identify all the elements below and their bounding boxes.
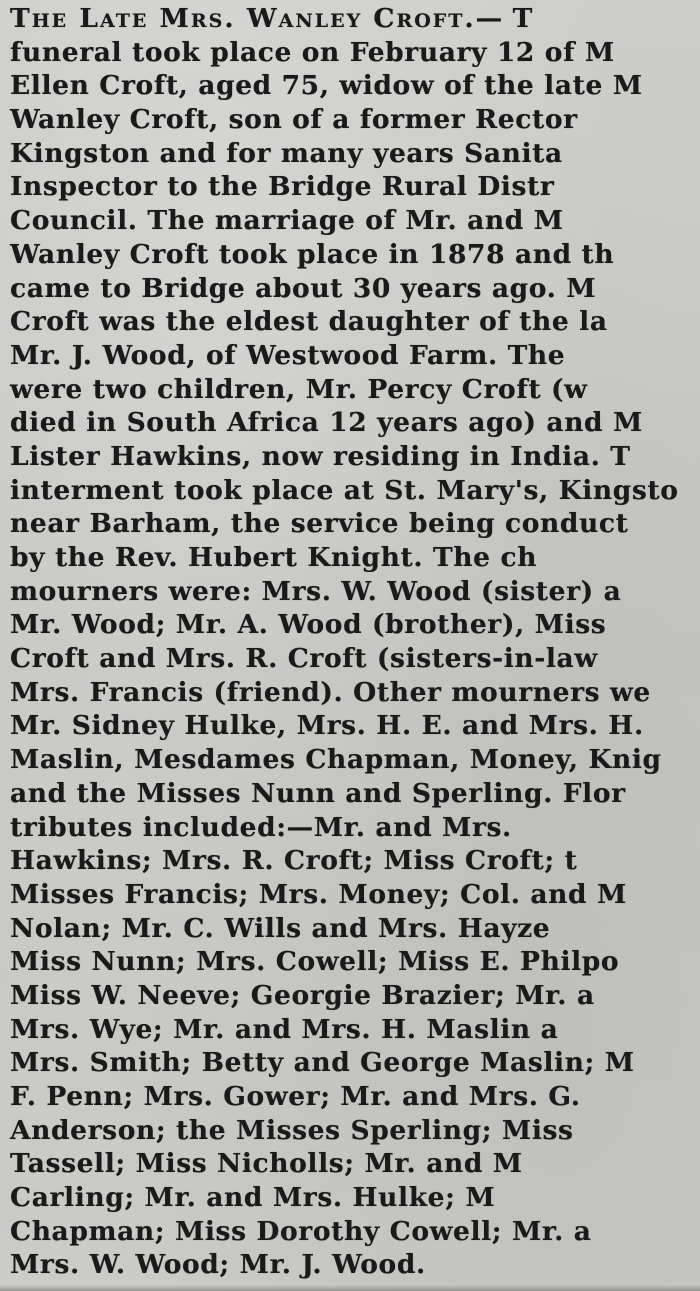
article-line: near Barham, the service being conduct	[10, 508, 629, 540]
article-line: funeral took place on February 12 of M	[10, 36, 615, 68]
article-line: Mr. Wood; Mr. A. Wood (brother), Miss	[10, 609, 607, 641]
article-column	[10, 2, 700, 1282]
article-line: were two children, Mr. Percy Croft (w	[10, 373, 588, 405]
article-line: Croft was the eldest daughter of the la	[10, 306, 608, 338]
article-line: Croft and Mrs. R. Croft (sisters-in-law	[10, 643, 598, 675]
article-line: Nolan; Mr. C. Wills and Mrs. Hayze	[10, 912, 551, 944]
article-line: Anderson; the Misses Sperling; Miss	[10, 1114, 574, 1146]
article-line: Miss W. Neeve; Georgie Brazier; Mr. a	[10, 979, 595, 1011]
article-line: Miss Nunn; Mrs. Cowell; Miss E. Philpo	[10, 946, 620, 978]
article-line: mourners were: Mrs. W. Wood (sister) a	[10, 575, 622, 607]
article-headline: The Late Mrs. Wanley Croft.	[10, 3, 476, 34]
article-line: and the Misses Nunn and Sperling. Flor	[10, 777, 626, 809]
article-line: died in South Africa 12 years ago) and M	[10, 407, 643, 439]
article-line: Ellen Croft, aged 75, widow of the late M	[10, 70, 643, 102]
article-line: Misses Francis; Mrs. Money; Col. and M	[10, 878, 627, 910]
article-line: Council. The marriage of Mr. and M	[10, 205, 564, 237]
article-line: came to Bridge about 30 years ago. M	[10, 272, 597, 304]
article-line: Kingston and for many years Sanita	[10, 137, 563, 169]
article-line: Mr. Sidney Hulke, Mrs. H. E. and Mrs. H.	[10, 710, 644, 742]
article-line: interment took place at St. Mary's, Kingsto	[10, 474, 679, 506]
article-line: Mrs. Wye; Mr. and Mrs. H. Maslin a	[10, 1013, 559, 1045]
article-line: Maslin, Mesdames Chapman, Money, Knig	[10, 744, 662, 776]
article-line: Wanley Croft took place in 1878 and th	[10, 238, 615, 270]
article-line: Inspector to the Bridge Rural Distr	[10, 171, 555, 203]
headline-dash: — T	[475, 3, 533, 34]
article-line: Wanley Croft, son of a former Rector	[10, 104, 578, 136]
article-line: Chapman; Miss Dorothy Cowell; Mr. a	[10, 1215, 592, 1247]
article-line: Lister Hawkins, now residing in India. T	[10, 440, 631, 472]
article-line: Mr. J. Wood, of Westwood Farm. The	[10, 339, 566, 371]
article-line: Tassell; Miss Nicholls; Mr. and M	[10, 1148, 523, 1180]
article-line: by the Rev. Hubert Knight. The ch	[10, 542, 538, 573]
article-line: Mrs. Francis (friend). Other mourners we	[10, 676, 651, 708]
article-line: Carling; Mr. and Mrs. Hulke; M	[10, 1182, 496, 1214]
article-line: Mrs. Smith; Betty and George Maslin; M	[10, 1047, 635, 1079]
article-line: F. Penn; Mrs. Gower; Mr. and Mrs. G.	[10, 1081, 581, 1112]
article-line: tributes included:—Mr. and Mrs.	[10, 811, 512, 843]
article-headline-line	[10, 2, 700, 36]
article-line: Hawkins; Mrs. R. Croft; Miss Croft; t	[10, 845, 578, 877]
article-line: Mrs. W. Wood; Mr. J. Wood.	[10, 1249, 426, 1281]
clipping-bottom-edge	[0, 1285, 700, 1291]
